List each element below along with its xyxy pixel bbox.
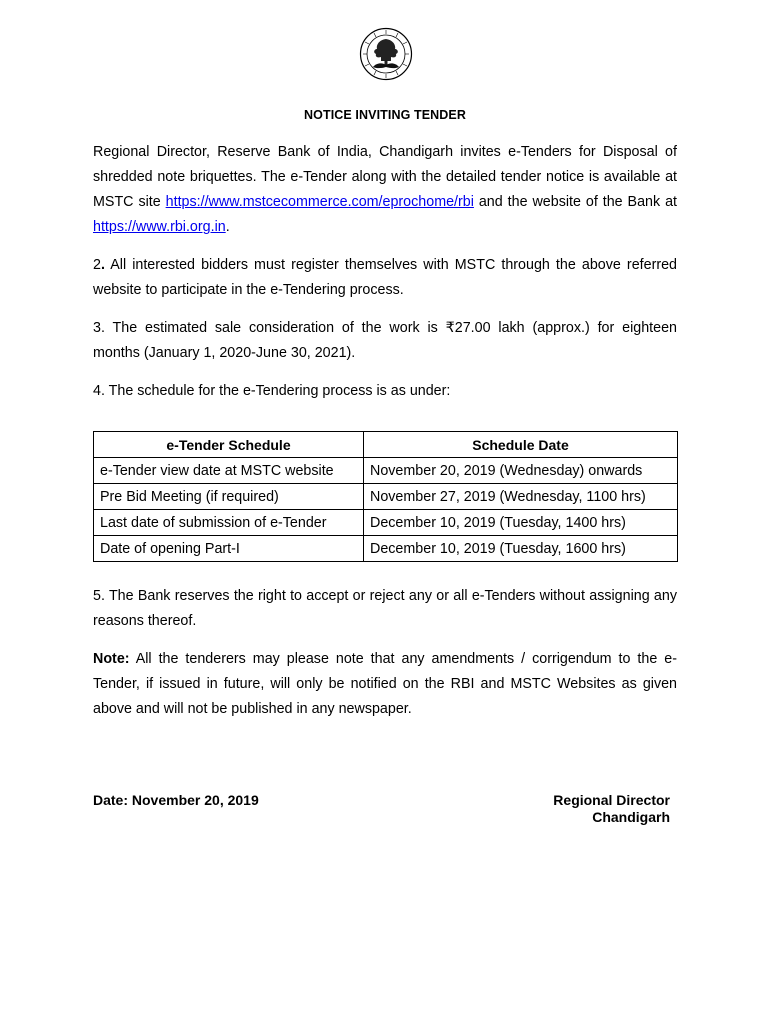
intro-text-1: Regional Director, Reserve Bank of India, Chandigarh invites e-Tenders for Disposal of shredded note briquettes. The e-Tender along with the detailed tender notice is available at MSTC site [93, 144, 677, 210]
table-header-cell: Schedule Date [364, 432, 678, 458]
intro-text-3: . [225, 219, 230, 235]
intro-text-2: and the website of the Bank at [473, 194, 677, 210]
paragraph-2-number: 2 [93, 257, 101, 273]
table-cell: Last date of submission of e-Tender [94, 510, 364, 536]
table-row [94, 536, 678, 562]
mstc-link[interactable]: https://www.mstcecommerce.com/eprochome/rbi [165, 194, 474, 210]
rbi-link[interactable]: https://www.rbi.org.in [93, 219, 226, 235]
signature-block [553, 792, 670, 826]
notice-title: NOTICE INVITING TENDER [304, 108, 466, 122]
paragraph-5: 5. The Bank reserves the right to accept or reject any or all e-Tenders without assigning any reasons thereof. [93, 588, 677, 629]
note-paragraph [93, 647, 677, 722]
table-cell: December 10, 2019 (Tuesday, 1400 hrs) [364, 510, 678, 536]
table-cell: November 20, 2019 (Wednesday) onwards [364, 458, 678, 484]
table-header-row [94, 432, 678, 458]
notice-date: Date: November 20, 2019 [93, 792, 259, 808]
table-row [94, 458, 678, 484]
table-cell: Pre Bid Meeting (if required) [94, 484, 364, 510]
note-text: All the tenderers may please note that any amendments / corrigendum to the e-Tender, if issued in future, will only be notified on the RBI and MSTC Websites as given above and will not be published in any newspaper. [93, 651, 677, 717]
place: Chandigarh [592, 809, 670, 825]
schedule-table [93, 431, 678, 562]
paragraph-4: 4. The schedule for the e-Tendering process is as under: [93, 383, 451, 399]
intro-paragraph [93, 140, 677, 240]
designation: Regional Director [553, 792, 670, 808]
table-row [94, 510, 678, 536]
note-label: Note: [93, 651, 130, 667]
table-cell: Date of opening Part-I [94, 536, 364, 562]
table-cell: e-Tender view date at MSTC website [94, 458, 364, 484]
table-cell: November 27, 2019 (Wednesday, 1100 hrs) [364, 484, 678, 510]
paragraph-3: 3. The estimated sale consideration of the work is ₹27.00 lakh (approx.) for eighteen months (January 1, 2020-June 30, 2021). [93, 320, 677, 361]
paragraph-2 [93, 253, 677, 303]
paragraph-2-text: All interested bidders must register themselves with MSTC through the above referred website to participate in the e-Tendering process. [93, 257, 677, 298]
table-header-cell: e-Tender Schedule [94, 432, 364, 458]
rbi-emblem-icon [359, 27, 413, 81]
paragraph-2-dot: . [100, 257, 105, 273]
table-row [94, 484, 678, 510]
table-cell: December 10, 2019 (Tuesday, 1600 hrs) [364, 536, 678, 562]
